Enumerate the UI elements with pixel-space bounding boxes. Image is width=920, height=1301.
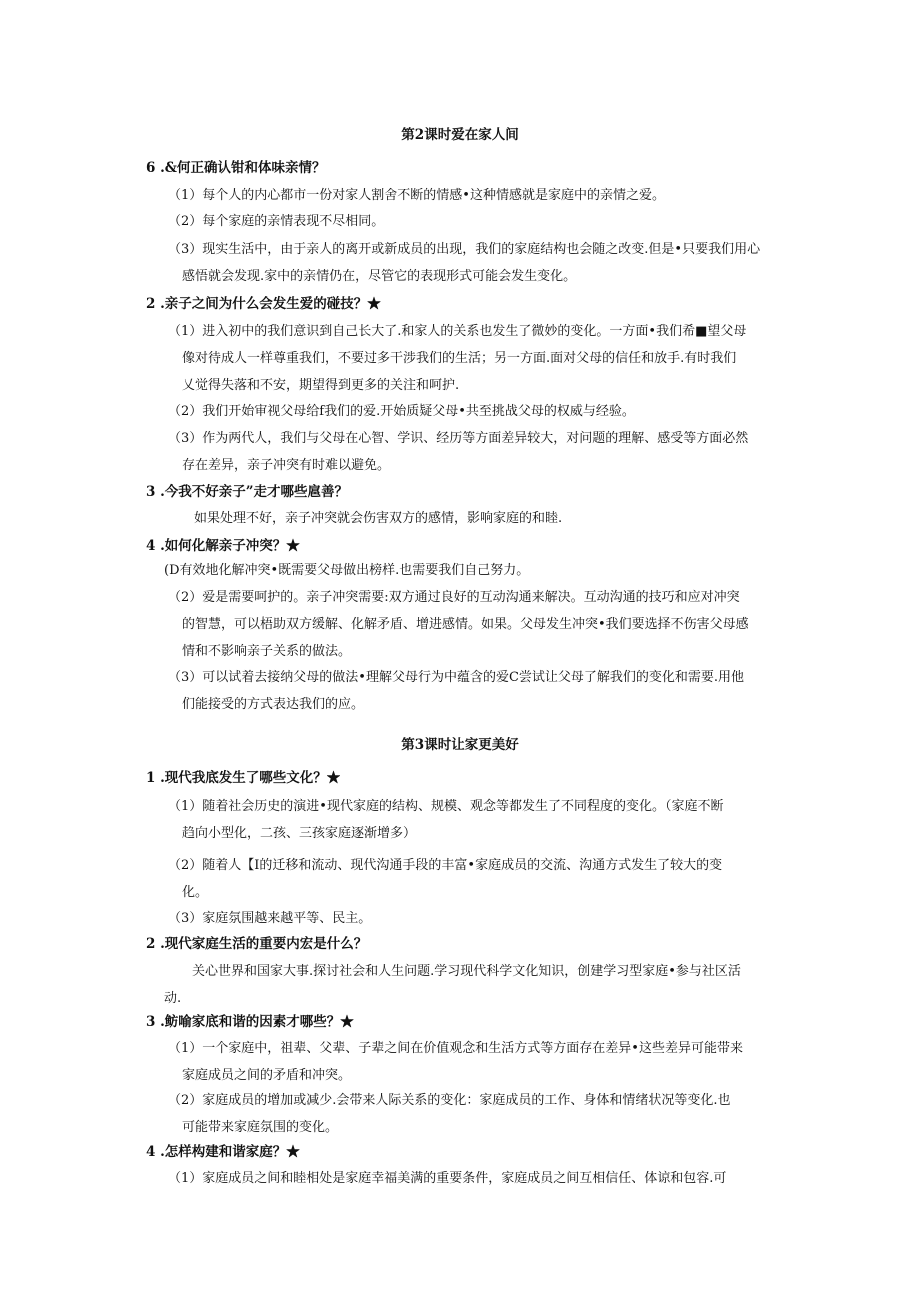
answer-line: （2）我们开始审视父母给f我们的爱.开始质疑父母•共至挑战父母的权威与经验。 [168,404,635,419]
question-heading: 6 .&何正确认钳和体味亲情？ [146,160,326,176]
answer-line: 存在差异，亲子冲突有时难以避免。 [182,458,391,473]
question-heading: 4 .怎样构建和谐家庭？★ [146,1144,300,1160]
answer-line: 可能带来家庭氛围的变化。 [182,1120,339,1135]
answer-line: （2）随着人【I的迁移和流动、现代沟通手段的丰富•家庭成员的交流、沟通方式发生了较大的变 [168,858,723,873]
answer-line: （3）可以试着去接纳父母的做法•理解父母行为中蕴含的爱C尝试让父母了解我们的变化和需要.用他 [168,670,745,685]
answer-line: （3）现实生活中，由于亲人的离开或新成员的出现，我们的家庭结构也会随之改变.但是•只要我们用心 [168,242,761,257]
answer-line: （2）每个家庭的亲情表现不尽相同。 [168,214,385,229]
answer-line: (D有效地化解冲突•既需要父母做出榜样.也需要我们自己努力。 [164,563,530,578]
answer-line: 乂觉得失落和不安，期望得到更多的关注和呵护. [182,378,460,393]
answer-line: 关心世界和国家大事.探讨社会和人生问题.学习现代科学文化知识，创建学习型家庭•参与社区活 [192,964,741,979]
answer-line: 感悟就会发现.家中的亲情仍在，尽管它的表现形式可能会发生变化。 [182,269,577,284]
question-heading: 2 .现代家庭生活的重要内宏是什么？ [146,936,368,952]
question-heading: 3 .今我不好亲子”走才哪些扈善？ [146,484,349,500]
answer-line: 情和不影响亲子关系的做法。 [182,644,352,659]
answer-line: 家庭成员之间的矛盾和冲突。 [182,1068,352,1083]
question-heading: 2 .亲子之间为什么会发生爱的碰技？★ [146,296,381,312]
question-heading: 1 .现代我底发生了哪些文化？★ [146,770,341,786]
answer-line: （1）家庭成员之间和睦相处是家庭幸福美满的重要条件，家庭成员之间互相信任、体谅和包容.可 [168,1171,727,1186]
answer-line: 趋向小型化，二孩、三孩家庭逐渐增多） [182,826,417,841]
answer-line: 像对待成人一样尊重我们，不要过多干涉我们的生活；另一方面.面对父母的信任和放手.有时我们 [182,351,737,366]
question-heading: 4 .如何化解亲子冲突？★ [146,538,300,554]
answer-line: 如果处理不好，亲子冲突就会伤害双方的感情，影响家庭的和睦. [194,511,563,526]
answer-line: 化。 [182,885,209,900]
answer-line: （1）每个人的内心都市一份对家人割舍不断的情感•这种情感就是家庭中的亲情之爱。 [168,188,665,203]
section-title: 第2课时爱在家人间 [401,127,519,143]
answer-line: （1）进入初中的我们意识到自己长大了.和家人的关系也发生了微妙的变化。一方面•我们希■望父母 [168,324,747,339]
question-heading: 3 .鲂喻家底和谐的因素才哪些？★ [146,1014,354,1030]
answer-line: 动. [164,991,182,1006]
answer-line: （1）随着社会历史的演进•现代家庭的结构、规模、观念等都发生了不同程度的变化。（家庭不断 [168,799,724,814]
answer-line: （1）一个家庭中，祖辈、父辈、子辈之间在价值观念和生活方式等方面存在差异•这些差异可能带来 [168,1041,743,1056]
answer-line: 的智慧，可以梧助双方缓解、化解矛盾、增进感情。如果。父母发生冲突•我们要选择不伤害父母感 [182,617,749,632]
answer-line: （2）爱是需要呵护的。亲子冲突需要:双方通过良好的互动沟通来解决。互动沟通的技巧和应对冲突 [168,590,740,605]
answer-line: 们能接受的方式表达我们的应。 [182,697,365,712]
answer-line: （3）作为两代人，我们与父母在心智、学识、经历等方面差异较大，对问题的理解、感受等方面必然 [168,431,749,446]
answer-line: （3）家庭氛围越来越平等、民主。 [168,911,372,926]
section-title: 第3课时让家更美好 [401,737,519,753]
answer-line: （2）家庭成员的增加或减少.会带来人际关系的变化：家庭成员的工作、身体和情绪状况等变化.也 [168,1093,731,1108]
